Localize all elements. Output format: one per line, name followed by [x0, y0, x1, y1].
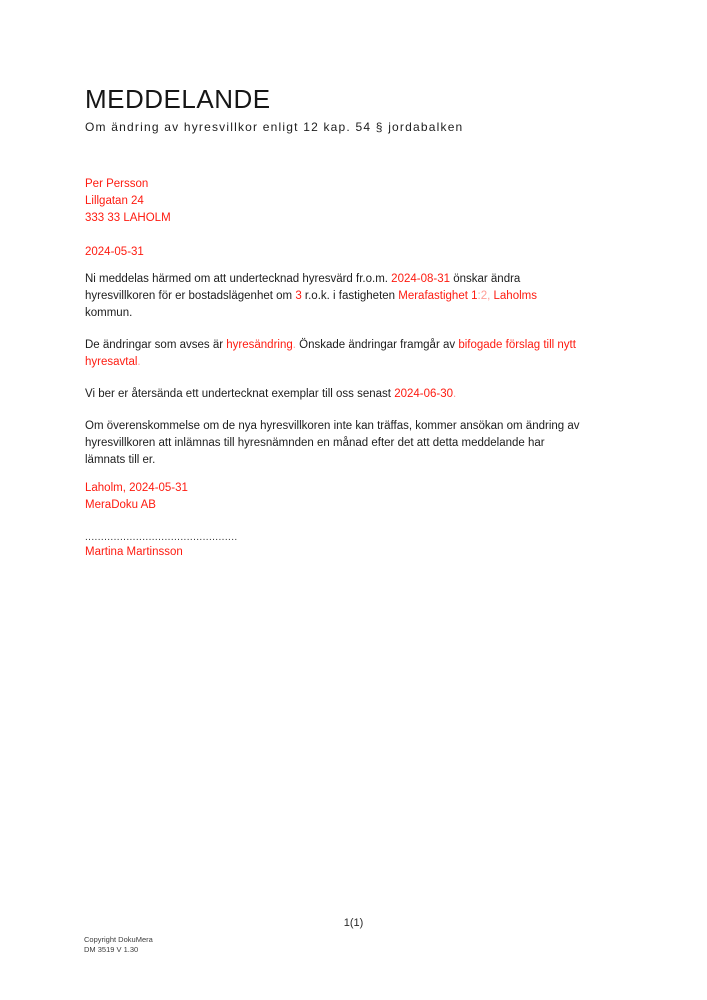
text-segment: Vi ber er återsända ett undertecknat exemplar till oss senast: [85, 388, 395, 400]
text-segment: 3: [295, 290, 302, 302]
paragraph: [85, 271, 650, 322]
letter-body: [85, 271, 650, 484]
text-segment: Om överenskommelse om de nya hyresvillkoren inte kan träffas, kommer ansökan om ändring av: [85, 420, 580, 432]
recipient-line: Per Persson: [85, 178, 149, 190]
signature-place-date: Laholm, 2024-05-31: [85, 482, 188, 494]
text-segment: Önskade ändringar framgår av: [295, 339, 459, 351]
recipient-line: Lillgatan 24: [85, 195, 144, 207]
text-segment: Laholms: [493, 290, 537, 302]
paragraph: [85, 418, 650, 469]
text-segment: .: [137, 356, 141, 368]
text-segment: Ni meddelas härmed om att undertecknad hyresvärd fr.o.m.: [85, 273, 392, 285]
text-segment: .: [453, 388, 457, 400]
text-segment: hyresavtal: [85, 356, 138, 368]
text-segment: :2,: [477, 290, 491, 302]
text-line: [85, 418, 650, 435]
text-segment: 2024-06-30: [394, 388, 454, 400]
signature-block: [85, 480, 238, 561]
page-number: 1(1): [343, 917, 364, 929]
text-segment: De ändringar som avses är: [85, 339, 227, 351]
text-segment: lämnats till er.: [85, 454, 156, 466]
signature-company: MeraDoku AB: [85, 499, 156, 511]
text-segment: Merafastighet 1: [398, 290, 478, 302]
letter-subtitle: Om ändring av hyresvillkor enligt 12 kap. 54 § jordabalken: [85, 120, 464, 134]
copyright-line: Copyright DokuMera: [84, 935, 153, 944]
footer-copyright: [84, 935, 153, 955]
text-line: [85, 452, 650, 469]
text-line: [85, 354, 650, 371]
signature-dots-line: ................................................: [85, 532, 238, 543]
text-line: [85, 288, 650, 305]
text-segment: r.o.k. i fastigheten: [301, 290, 399, 302]
text-segment: .: [292, 339, 296, 351]
text-segment: hyresändring: [226, 339, 293, 351]
text-segment: hyresvillkoren för er bostadslägenhet om: [85, 290, 296, 302]
text-segment: önskar ändra: [450, 273, 521, 285]
doc-id-line: DM 3519 V 1.30: [84, 945, 139, 954]
text-segment: 2024-08-31: [391, 273, 450, 285]
recipient-address-block: [85, 176, 171, 227]
letter-date: 2024-05-31: [85, 246, 144, 258]
letter-title: MEDDELANDE: [85, 84, 271, 114]
recipient-line: 333 33 LAHOLM: [85, 212, 171, 224]
text-segment: hyresvillkoren att inlämnas till hyresnämnden en månad efter det att detta meddelande har: [85, 437, 545, 449]
text-line: [85, 271, 650, 288]
paragraph: [85, 337, 650, 371]
signatory-name: Martina Martinsson: [85, 546, 183, 558]
text-segment: bifogade förslag till nytt: [458, 339, 576, 351]
text-line: [85, 337, 650, 354]
text-line: [85, 435, 650, 452]
text-line: [85, 305, 650, 322]
text-line: [85, 386, 650, 403]
paragraph: [85, 386, 650, 403]
text-segment: kommun.: [85, 307, 133, 319]
